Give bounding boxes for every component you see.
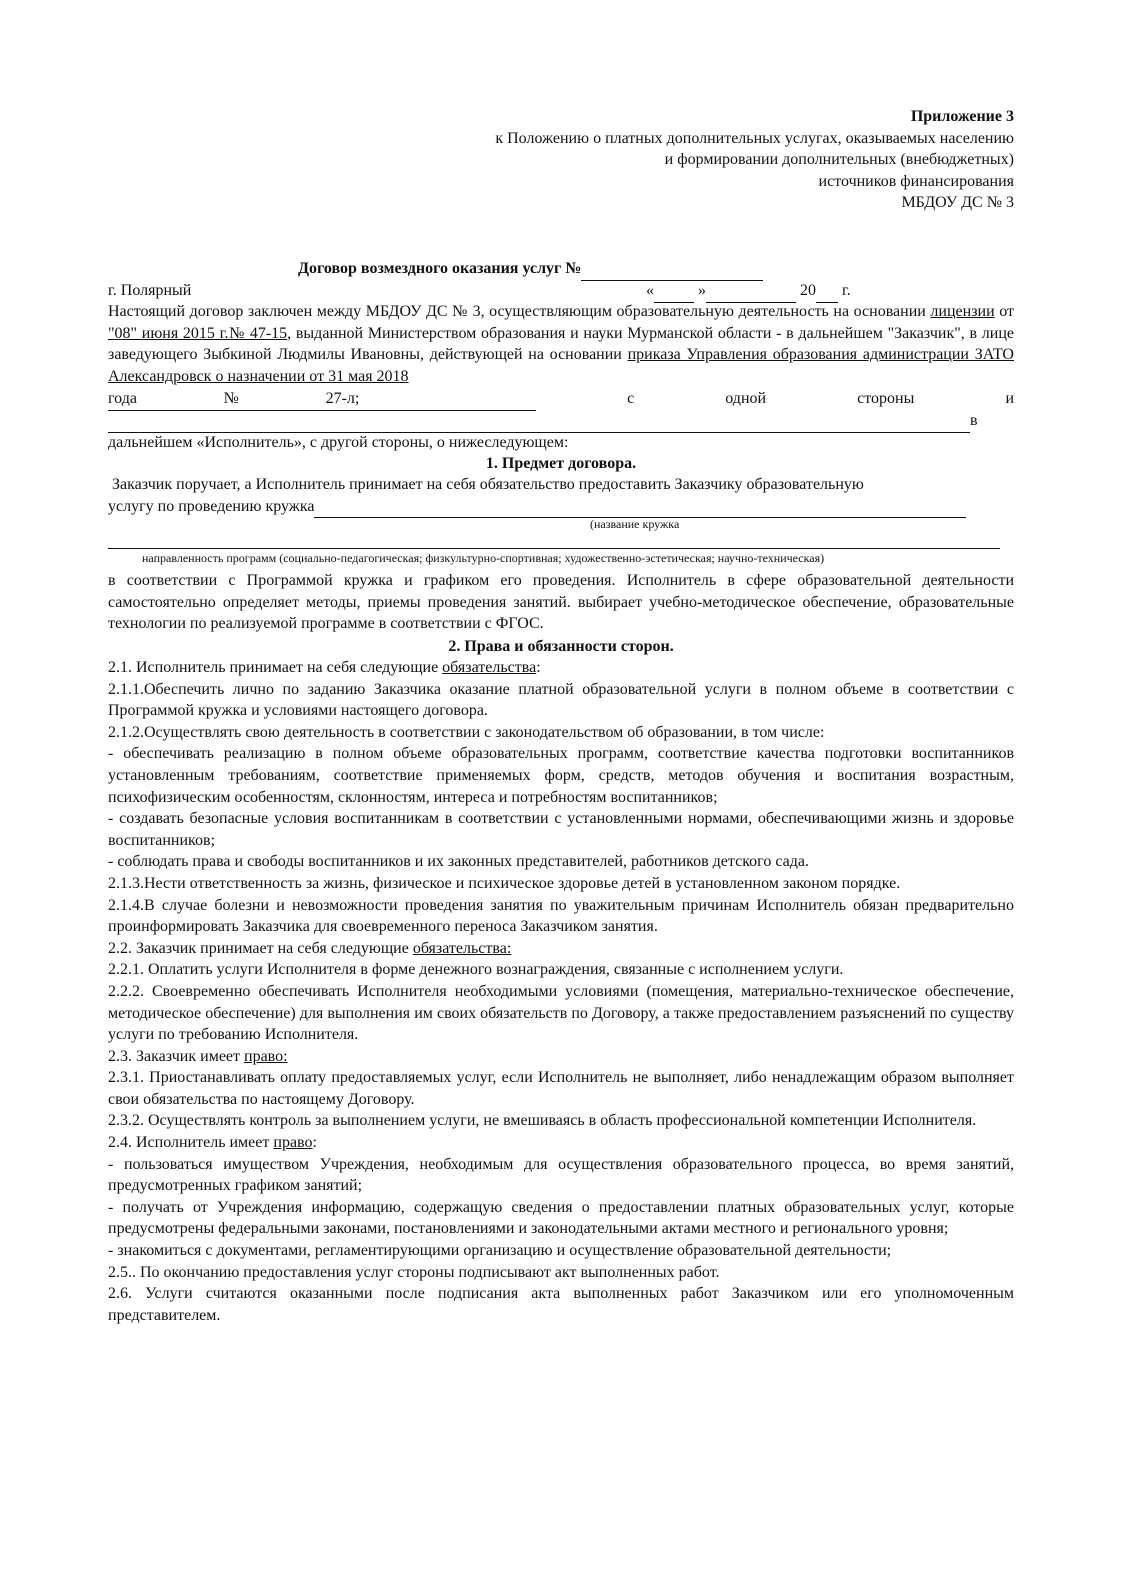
clause-2-1-colon: : [536, 659, 541, 676]
clause-2-2-underlined: обязательства: [412, 939, 512, 957]
contract-title: Договор возмездного оказания услуг № [298, 260, 582, 277]
intro-text-3: , выданной Министерством образования и науки Мурманской области - в дальнейшем "Заказчик", в лице заведующего Зыбкиной Людмилы Ивановны, действующей на основании [108, 324, 1014, 364]
clause-2-2-2: 2.2.2. Своевременно обеспечивать Исполнителя необходимыми условиями (помещения, материально-техническое обеспечение, методическое обеспечение) для выполнения им своих обязательств по Договору, а также предоставлением разъяснений по существу услуги по требованию Исполнителя. [108, 982, 1014, 1044]
clause-2-4-text: 2.4. Исполнитель имеет [108, 1134, 274, 1152]
date-year-suffix: г. [842, 282, 851, 299]
month-blank [706, 280, 796, 303]
section-1-text-1: Заказчик поручает, а Исполнитель принимает на себя обязательство предоставить Заказчику образовательную [112, 476, 864, 493]
appendix-title: Приложение 3 [910, 108, 1014, 125]
club-name-caption: (название кружка [590, 517, 680, 531]
section-2-title: 2. Права и обязанности сторон. [448, 638, 674, 655]
direction-row [108, 538, 1014, 566]
section-1-paragraph-1 [108, 474, 1014, 518]
clause-2-1-2-bullet-1: - обеспечивать реализацию в полном объеме образовательных программ, соответствие качества подготовки воспитанников установленным требованиям, соответствие применяемых форм, средств, методов обучения и воспитания возрастным, психофизическим особенностям, склонностям, интереса и потребностям воспитанников; [108, 745, 1014, 806]
clause-2-3-text: 2.3. Заказчик имеет [108, 1047, 245, 1065]
direction-caption: направленность программ (социально-педагогическая; физкультурно-спортивная; художественно-эстетическая; научно-техническая) [142, 551, 825, 565]
intro-order: приказа Управления образования администрации ЗАТО Александровск о назначении от 31 мая 2018 [108, 346, 1014, 385]
executor-blank-row [108, 410, 1014, 433]
appendix-header [108, 106, 1014, 214]
date-year: 20 [800, 282, 816, 299]
appendix-line-2: и формировании дополнительных (внебюджетных) [664, 151, 1014, 169]
clause-2-4 [108, 1132, 1014, 1154]
clause-2-1-text: 2.1. Исполнитель принимает на себя следующие [108, 659, 443, 676]
clause-2-1-2: 2.1.2.Осуществлять свою деятельность в соответствии с законодательством об образовании, в том числе: [108, 723, 825, 741]
clause-2-1 [108, 657, 1014, 679]
section-1-text-1b: услугу по проведению кружка [108, 497, 315, 515]
clause-2-3-2: 2.3.2. Осуществлять контроль за выполнением услуги, не вмешиваясь в область профессиональной компетенции Исполнителя. [108, 1112, 977, 1130]
intro-license-date: "08" июня 2015 г.№ 47-15 [108, 324, 288, 342]
clause-2-4-colon: : [312, 1134, 317, 1152]
clause-2-4-bullet-2: - получать от Учреждения информацию, содержащую сведения о предоставлении платных образовательных услуг, которые предусмотрены федеральными законами, постановлениями и законодательными актами местного и регионального уровня; [108, 1198, 1014, 1238]
intro-license: лицензии [930, 303, 995, 320]
clause-2-2-text: 2.2. Заказчик принимает на себя следующие [108, 939, 413, 957]
intro-end: дальнейшем «Исполнитель», с другой стороны, о нижеследующем: [108, 434, 569, 451]
direction-blank [108, 538, 1000, 549]
with-word-side: стороны [857, 390, 915, 407]
clause-2-4-bullet-1: - пользоваться имуществом Учреждения, необходимым для осуществления образовательного процесса, во время занятий, предусмотренных графиком занятий; [108, 1155, 1014, 1195]
clause-2-3-1: 2.3.1. Приостанавливать оплату предоставляемых услуг, если Исполнитель не выполняет, либо ненадлежащим образом выполняет свои обязательства по настоящему Договору. [108, 1069, 1014, 1108]
clause-2-1-3: 2.1.3.Нести ответственность за жизнь, физическое и психическое здоровье детей в установленном законом порядке. [108, 874, 901, 892]
intro-paragraph [108, 301, 1014, 387]
executor-blank [108, 410, 970, 433]
order-word-number: № [223, 390, 239, 407]
day-blank [654, 280, 694, 303]
city: г. Полярный [108, 282, 192, 299]
clause-2-2 [108, 938, 1014, 960]
intro-text-1: Настоящий договор заключен между МБДОУ ДС № 3, осуществляющим образовательную деятельность на основании [108, 303, 931, 320]
order-number-row [108, 388, 1014, 411]
clause-2-2-1: 2.2.1. Оплатить услуги Исполнителя в форме денежного вознаграждения, связанные с исполнением услуги. [108, 961, 844, 979]
order-word-year: года [108, 390, 137, 407]
clause-2-4-underlined: право [273, 1134, 313, 1152]
clause-2-1-2-bullet-2: - создавать безопасные условия воспитанникам в соответствии с установленными нормами, обеспечивающими жизнь и здоровье воспитанников; [108, 810, 1014, 849]
section-2-body [108, 657, 1014, 1326]
club-name-blank [314, 496, 966, 519]
clause-2-1-2-bullet-3: - соблюдать права и свободы воспитанников и их законных представителей, работников детского сада. [108, 853, 809, 871]
intro-end-row [108, 432, 1014, 454]
clause-2-5: 2.5.. По окончанию предоставления услуг стороны подписывают акт выполненных работ. [108, 1263, 720, 1281]
date-open-quote: « [646, 282, 654, 299]
clause-2-4-bullet-3: - знакомиться с документами, регламентирующими организацию и осуществление образовательной деятельности; [108, 1242, 892, 1260]
intro-text-2: от [994, 303, 1014, 320]
clause-2-3-underlined: право: [244, 1047, 288, 1065]
appendix-line-4: МБДОУ ДС № 3 [901, 194, 1014, 212]
section-1-paragraph-2: в соответствии с Программой кружка и графиком его проведения. Исполнитель в сфере образовательной деятельности самостоятельно определяет методы, приемы проведения занятий. выбирает учебно-методическое обеспечение, образовательные технологии по реализуемой программе в соответствии с ФГОС. [108, 572, 1014, 633]
clause-2-3 [108, 1046, 1014, 1068]
with-word-one: одной [725, 390, 767, 407]
clause-2-1-underlined: обязательства [442, 659, 537, 676]
with-word-s: с [627, 390, 635, 407]
contract-number-blank [581, 258, 763, 281]
city-date-row [108, 280, 1014, 302]
date-close-quote: » [698, 282, 706, 299]
appendix-line-3: источников финансирования [818, 172, 1014, 190]
with-word-and: и [1005, 390, 1014, 407]
section-1-title: 1. Предмет договора. [485, 455, 637, 472]
appendix-line-1: к Положению о платных дополнительных услугах, оказываемых населению [495, 129, 1014, 147]
order-word-id: 27-л; [325, 390, 360, 407]
clause-2-1-1: 2.1.1.Обеспечить лично по заданию Заказчика оказание платной образовательной услуги в полном объеме в соответствии с Программой кружка и условиями настоящего договора. [108, 680, 1014, 720]
year-blank [816, 280, 838, 303]
contract-title-row [108, 258, 1014, 281]
clause-2-1-4: 2.1.4.В случае болезни и невозможности проведения занятия по уважительным причинам Исполнитель обязан предварительно проинформировать Заказчика для своевременного переноса Заказчиком занятия. [108, 896, 1014, 936]
clause-2-6: 2.6. Услуги считаются оказанными после подписания акта выполненных работ Заказчиком или его уполномоченным представителем. [108, 1285, 1014, 1324]
in-word: в [970, 412, 978, 429]
